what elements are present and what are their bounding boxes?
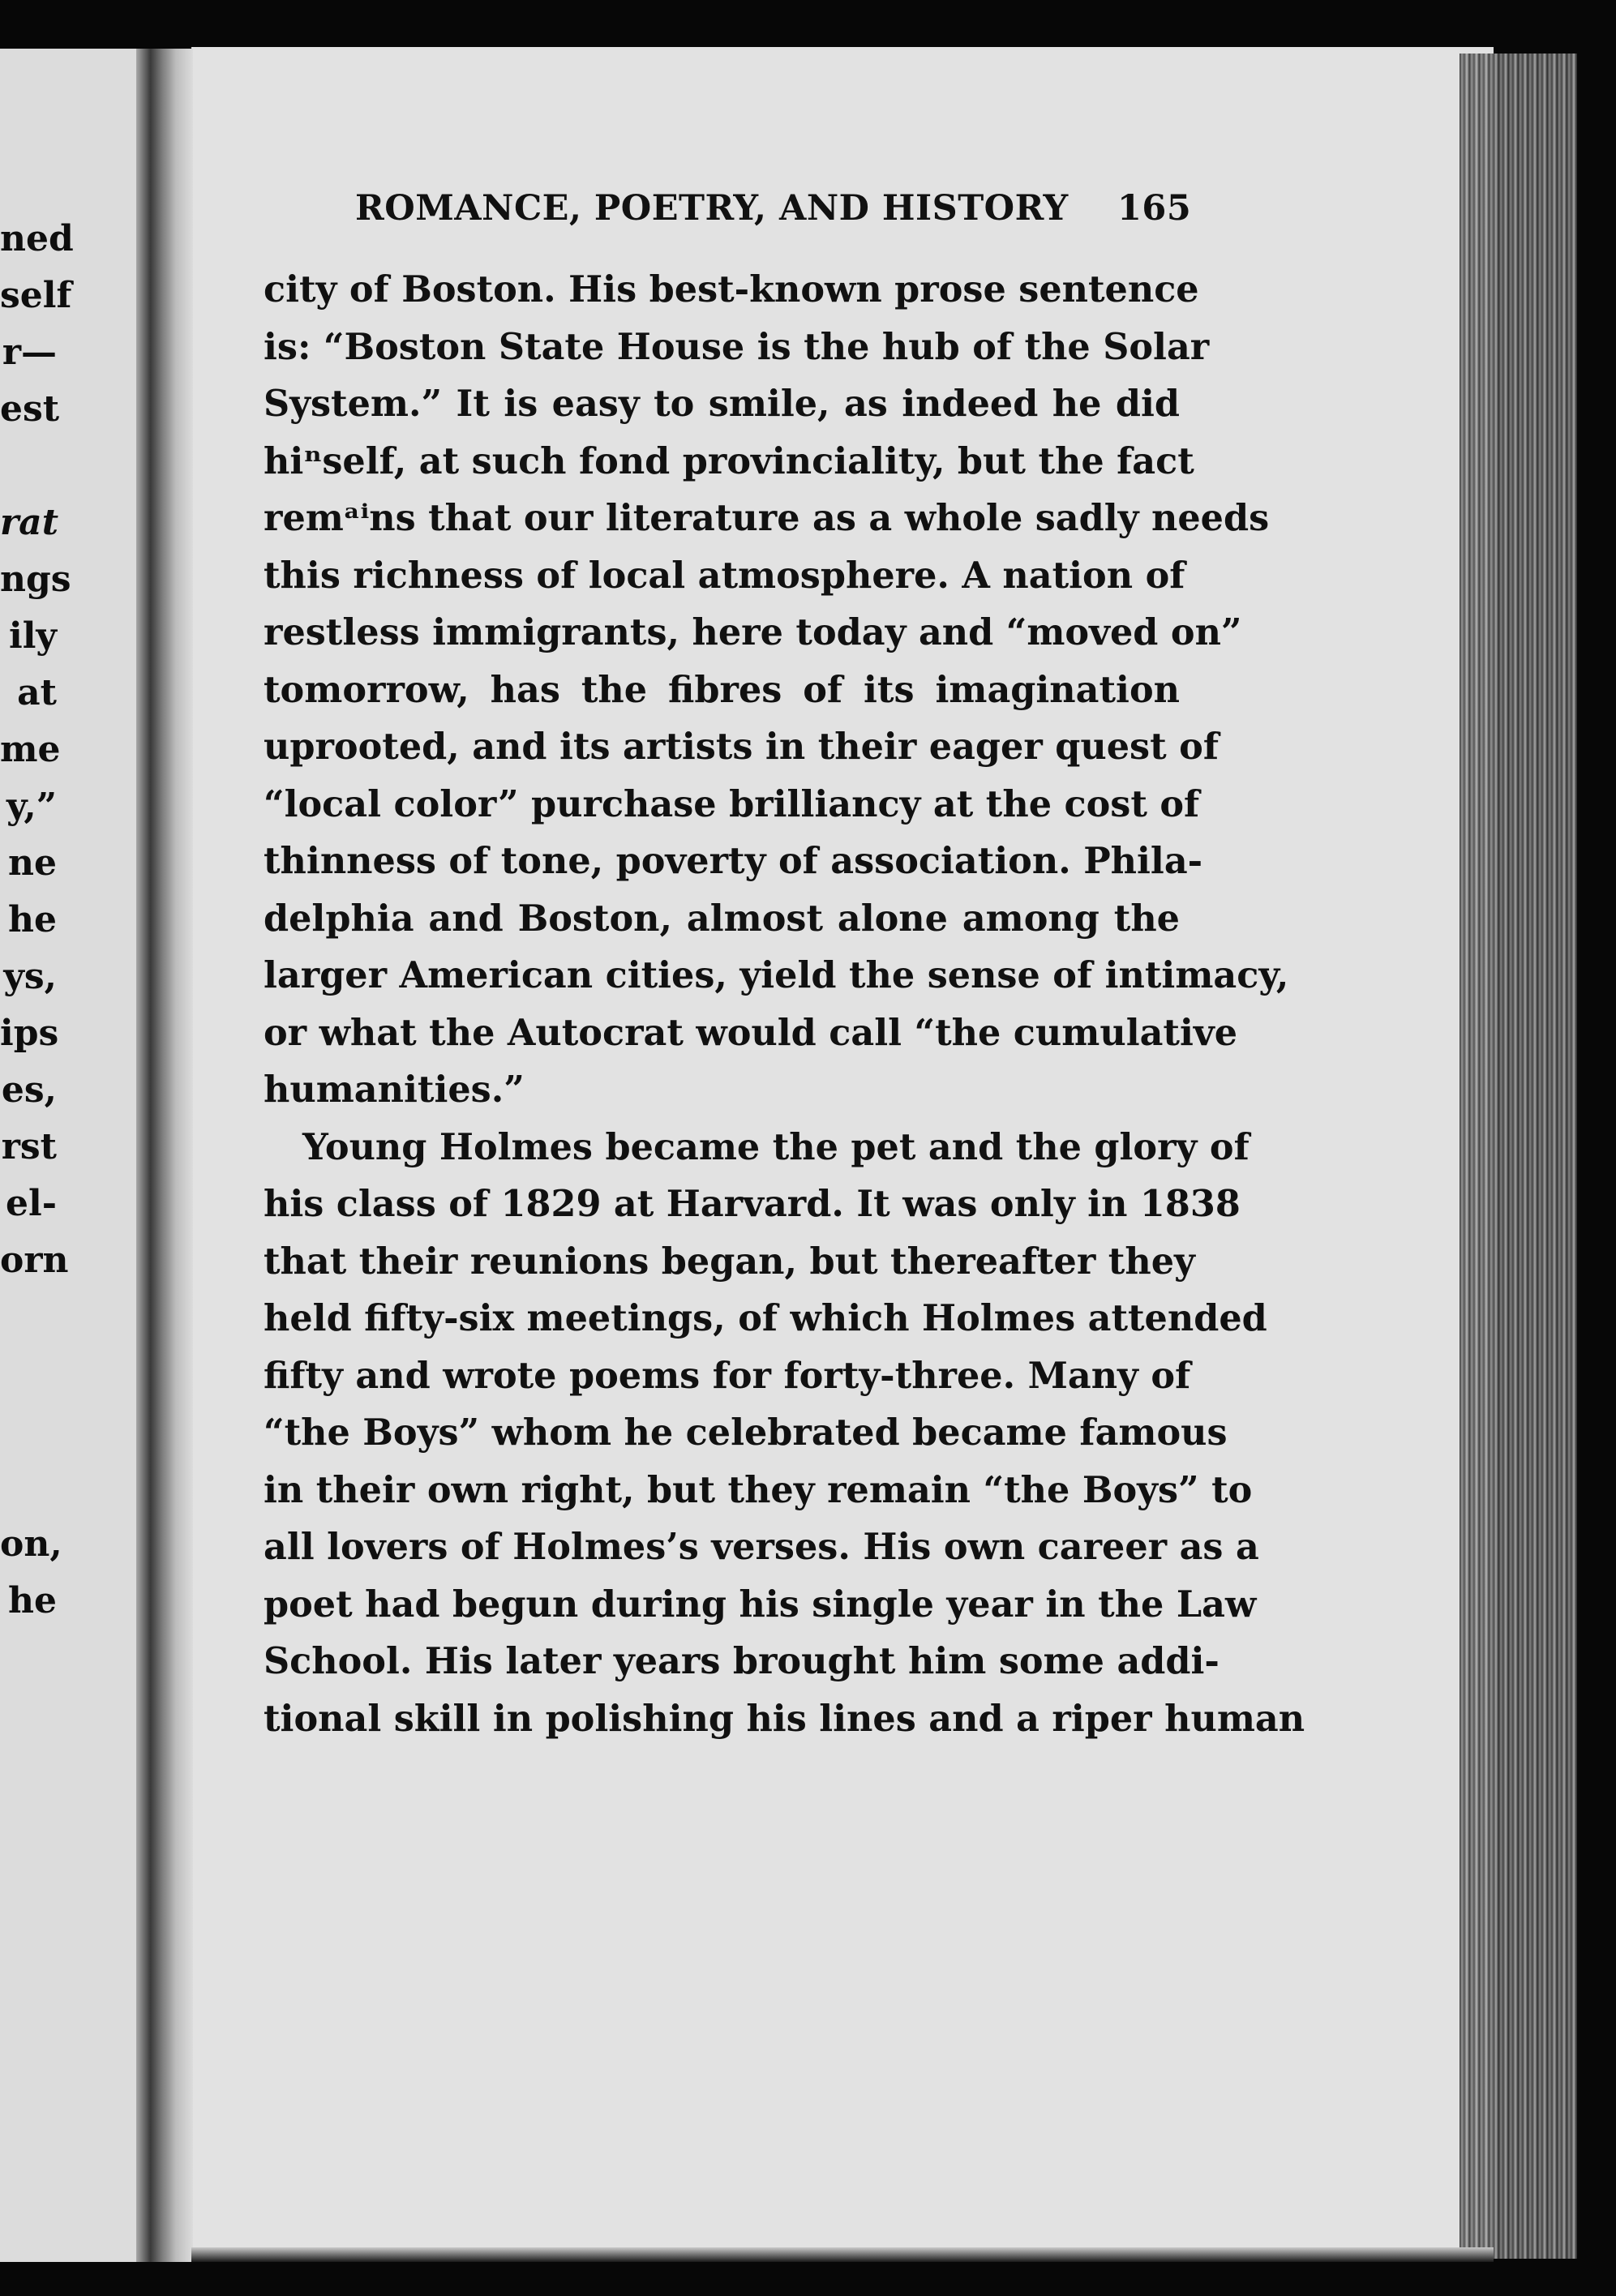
left-fragment: ily (9, 615, 57, 657)
left-fragment: est (0, 388, 60, 430)
book-gutter (136, 49, 193, 2262)
left-fragment: on, (0, 1523, 62, 1565)
text-line: held fifty-six meetings, of which Holmes attended (264, 1297, 1267, 1339)
page-number: 165 (1117, 188, 1192, 229)
text-line: hiⁿself, at such fond provinciality, but the fact (264, 439, 1194, 482)
left-fragment (0, 1403, 57, 1459)
text-line: fifty and wrote poems for forty-three. Many of (264, 1354, 1191, 1397)
text-line: “the Boys” whom he celebrated became famous (264, 1411, 1228, 1454)
left-fragment (0, 438, 57, 495)
left-page-text-fragments (0, 211, 74, 1630)
left-fragment: rat (0, 502, 59, 543)
left-fragment: ngs (0, 559, 71, 600)
text-line: is: “Boston State House is the hub of the Solar (264, 325, 1210, 368)
text-line: tional skill in polishing his lines and a riper human (264, 1697, 1305, 1740)
page-bottom-edge (191, 2247, 1494, 2262)
text-line: restless immigrants, here today and “moved on” (264, 611, 1242, 653)
left-fragment: y,” (6, 786, 57, 827)
left-fragment: at (17, 672, 57, 713)
left-fragment: he (8, 899, 57, 940)
text-line: that their reunions began, but thereafter they (264, 1240, 1195, 1283)
left-fragment: ys, (3, 956, 57, 997)
left-fragment: he (8, 1580, 57, 1621)
left-fragment: me (0, 729, 61, 770)
text-line: uprooted, and its artists in their eager quest of (264, 726, 1219, 768)
paragraph-2 (264, 1119, 1305, 1748)
text-line: in their own right, but they remain “the Boys” to (264, 1468, 1253, 1511)
left-fragment: rst (1, 1126, 57, 1167)
left-fragment: r— (2, 332, 57, 373)
text-line: “local color” purchase brilliancy at the cost of (264, 782, 1200, 825)
left-fragment: ned (0, 218, 74, 259)
text-line: thinness of tone, poverty of association. Phila- (264, 840, 1203, 882)
text-line: remᵃⁱns that our literature as a whole sadly needs (264, 497, 1270, 539)
running-title: ROMANCE, POETRY, AND HISTORY (355, 188, 1069, 229)
left-fragment: orn (0, 1240, 69, 1281)
text-line: Young Holmes became the pet and the glory of (302, 1125, 1250, 1168)
left-fragment: el- (6, 1183, 57, 1224)
body-text (264, 261, 1305, 1747)
text-line: larger American cities, yield the sense of intimacy, (264, 954, 1289, 996)
paragraph-1 (264, 261, 1289, 1119)
left-fragment (0, 1459, 57, 1516)
left-fragment (0, 1289, 57, 1346)
text-line: poet had begun during his single year in the Law (264, 1583, 1257, 1626)
text-line: tomorrow, has the fibres of its imagination (264, 668, 1180, 711)
text-line: School. His later years brought him some addi- (264, 1640, 1220, 1682)
left-fragment: es, (1, 1069, 57, 1111)
text-line: System.” It is easy to smile, as indeed he did (264, 383, 1180, 425)
text-line: humanities.” (264, 1069, 525, 1111)
left-fragment: ips (0, 1013, 59, 1054)
left-fragment: ne (8, 842, 57, 884)
page-edges (1460, 54, 1577, 2259)
left-fragment: self (0, 275, 72, 316)
text-line: delphia and Boston, almost alone among the (264, 897, 1180, 940)
text-line: this richness of local atmosphere. A nation of (264, 554, 1185, 597)
left-fragment (0, 1346, 57, 1403)
text-line: city of Boston. His best-known prose sentence (264, 268, 1199, 311)
text-line: all lovers of Holmes’s verses. His own career as a (264, 1526, 1259, 1568)
text-line: or what the Autocrat would call “the cumulative (264, 1011, 1238, 1054)
text-line: his class of 1829 at Harvard. It was only in 1838 (264, 1183, 1241, 1225)
